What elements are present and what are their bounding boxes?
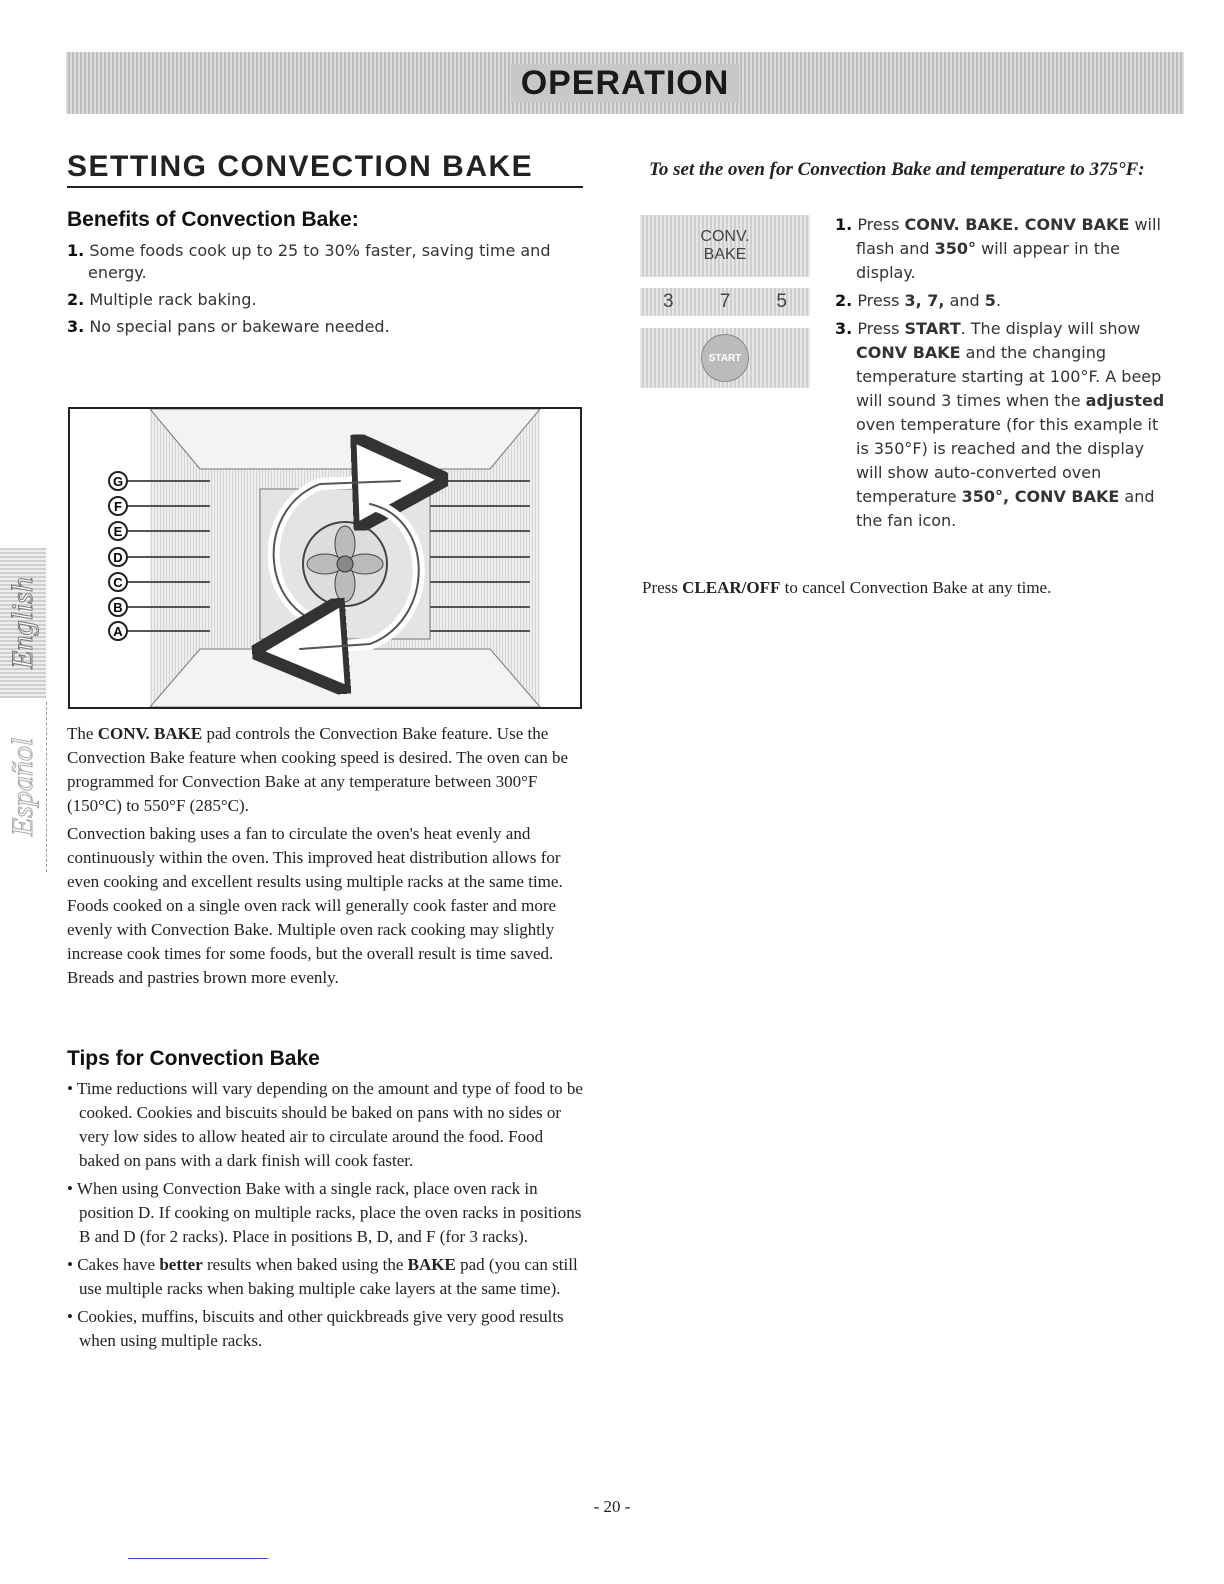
rack-label-c: C xyxy=(113,575,123,590)
bold-text: 350°, CONV BAKE xyxy=(961,487,1120,506)
oven-diagram xyxy=(70,409,580,707)
item-number: 2. xyxy=(67,290,85,309)
tip-text: Time reductions will vary depending on the amount and type of food to be cooked. Cookies and biscuits should be baked on pans with no sides or very low sides to allow heated air to circulate around the food. Food baked on pans with a dark finish will cook faster. xyxy=(76,1079,583,1170)
step-number: 1. xyxy=(835,215,853,234)
item-text: Some foods cook up to 25 to 30% faster, saving time and energy. xyxy=(88,241,551,282)
english-tab-label: English xyxy=(6,577,40,669)
step-3 xyxy=(835,317,1175,533)
text: Press xyxy=(642,578,683,597)
tip-text: Cakes have xyxy=(77,1255,160,1274)
oven-ceiling xyxy=(150,409,540,469)
steps-list xyxy=(835,213,1175,533)
digit-pad-5[interactable]: 5 xyxy=(776,291,787,312)
section-title: SETTING CONVECTION BAKE xyxy=(67,150,583,188)
text: Press xyxy=(857,319,905,338)
espanol-tab[interactable] xyxy=(0,702,47,872)
list-item: • Cookies, muffins, biscuits and other quickbreads give very good results when using multiple racks. xyxy=(67,1307,564,1350)
bold-text: adjusted xyxy=(1085,391,1165,410)
list-item xyxy=(67,316,587,338)
bold-text: CONV. BAKE xyxy=(904,215,1014,234)
rack-position-labels xyxy=(109,472,127,640)
item-number: 3. xyxy=(67,317,85,336)
start-button[interactable]: START xyxy=(701,334,749,382)
step-2 xyxy=(835,289,1175,313)
clear-off-note xyxy=(642,576,1182,600)
bold-text: 350° xyxy=(934,239,977,258)
rack-label-g: G xyxy=(112,474,124,489)
text: will appear in the display. xyxy=(856,239,1120,282)
list-item xyxy=(67,289,587,311)
english-tab[interactable] xyxy=(0,548,46,698)
tip-text: Cookies, muffins, biscuits and other quickbreads give very good results when using multiple racks. xyxy=(77,1307,564,1350)
start-pad[interactable] xyxy=(640,328,810,388)
rack-label-e: E xyxy=(113,524,123,539)
list-item: • Cakes have better results when baked using the BAKE pad (you can still use multiple racks when baking multiple cake layers at the same time). xyxy=(67,1255,578,1298)
text: Press xyxy=(857,215,905,234)
oven-floor xyxy=(150,649,540,707)
text: to cancel Convection Bake at any time. xyxy=(780,578,1052,597)
item-number: 1. xyxy=(67,241,85,260)
bold-text: . xyxy=(1013,215,1025,234)
intro-text xyxy=(67,722,583,994)
digit-pad-7[interactable]: 7 xyxy=(719,291,731,312)
tips-section xyxy=(67,1047,583,1357)
text: . The display will show xyxy=(960,319,1141,338)
text: . xyxy=(995,291,1002,310)
list-item xyxy=(67,240,587,284)
text: oven temperature (for this example it is 350°F) is reached and the display will show auto-converted oven temperature xyxy=(856,415,1159,506)
tip-emphasis: better xyxy=(159,1255,203,1274)
text: and the fan icon. xyxy=(856,487,1155,530)
tips-list xyxy=(67,1077,583,1353)
text: pad controls the Convection Bake feature. Use the Convection Bake feature when cooking speed is desired. The oven can be programmed for Convection Bake at any temperature between 300°F (150°C) to 550°F (285°C). xyxy=(67,724,569,815)
text: Press xyxy=(857,291,905,310)
bold-text: START xyxy=(904,319,961,338)
header-banner xyxy=(66,52,1184,114)
digit-pads xyxy=(640,288,810,316)
item-text: No special pans or bakeware needed. xyxy=(89,317,390,336)
item-text: Multiple rack baking. xyxy=(89,290,257,309)
text: and xyxy=(944,291,985,310)
rack-label-b: B xyxy=(113,600,123,615)
conv-bake-emphasis: CONV. BAKE xyxy=(97,724,203,743)
tip-text: pad (you can still use multiple racks when baking multiple cake layers at the same time). xyxy=(79,1255,578,1298)
bold-text: CONV BAKE xyxy=(1024,215,1130,234)
intro-paragraph-1 xyxy=(67,722,583,818)
convection-fan-icon xyxy=(303,522,387,606)
rack-label-f: F xyxy=(114,499,122,514)
benefits-list xyxy=(67,240,587,338)
text: and the changing temperature starting at 100°F. A beep will sound 3 times when the xyxy=(856,343,1162,410)
step-number: 2. xyxy=(835,291,853,310)
bold-text: CLEAR/OFF xyxy=(682,578,781,597)
banner-title: OPERATION xyxy=(511,64,740,103)
instructions-heading: To set the oven for Convection Bake and temperature to 375°F: xyxy=(649,159,1145,180)
tip-emphasis: BAKE xyxy=(407,1255,456,1274)
instruction-steps xyxy=(835,213,1175,537)
text: will flash and xyxy=(856,215,1161,258)
espanol-tab-label: Español xyxy=(6,737,39,837)
digit-pad-3[interactable]: 3 xyxy=(663,291,674,312)
footer-rule xyxy=(128,1558,268,1559)
conv-bake-pad[interactable] xyxy=(640,215,810,277)
rack-label-d: D xyxy=(113,550,123,565)
list-item: • When using Convection Bake with a single rack, place oven rack in position D. If cooking on multiple racks, place the oven racks in positions B and D (for 2 racks). Place in positions B, D, and F (for 3 racks). xyxy=(67,1179,582,1246)
page-number: - 20 - xyxy=(593,1497,631,1516)
bold-text: CONV BAKE xyxy=(856,343,961,362)
oven-illustration xyxy=(68,407,582,709)
benefits-heading: Benefits of Convection Bake: xyxy=(67,208,359,231)
bold-text: 5 xyxy=(984,291,996,310)
conv-bake-pad-line1: CONV. xyxy=(700,228,750,245)
rack-label-a: A xyxy=(113,624,123,639)
bold-text: 3, 7, xyxy=(904,291,945,310)
benefits-section xyxy=(67,208,587,343)
intro-paragraph-2: Convection baking uses a fan to circulate the oven's heat evenly and continuously within the oven. This improved heat distribution allows for even cooking and excellent results using multiple racks at the same time. Foods cooked on a single oven rack will generally cook faster and more evenly with Convection Bake. Multiple oven rack cooking may slightly increase cook times for some foods, but the overall result is time saved. Breads and pastries brown more evenly. xyxy=(67,824,563,987)
step-1 xyxy=(835,213,1175,285)
step-number: 3. xyxy=(835,319,853,338)
tip-text: When using Convection Bake with a single rack, place oven rack in position D. If cooking on multiple racks, place the oven racks in positions B and D (for 2 racks). Place in positions B, D, and F (for 3 racks). xyxy=(76,1179,582,1246)
text: The xyxy=(67,724,98,743)
list-item: • Time reductions will vary depending on the amount and type of food to be cooked. Cookies and biscuits should be baked on pans with no sides or very low sides to allow heated air to circulate around the food. Food baked on pans with a dark finish will cook faster. xyxy=(67,1079,583,1170)
conv-bake-pad-line2: BAKE xyxy=(703,246,747,263)
tips-heading: Tips for Convection Bake xyxy=(67,1047,320,1070)
tip-text: results when baked using the xyxy=(202,1255,408,1274)
